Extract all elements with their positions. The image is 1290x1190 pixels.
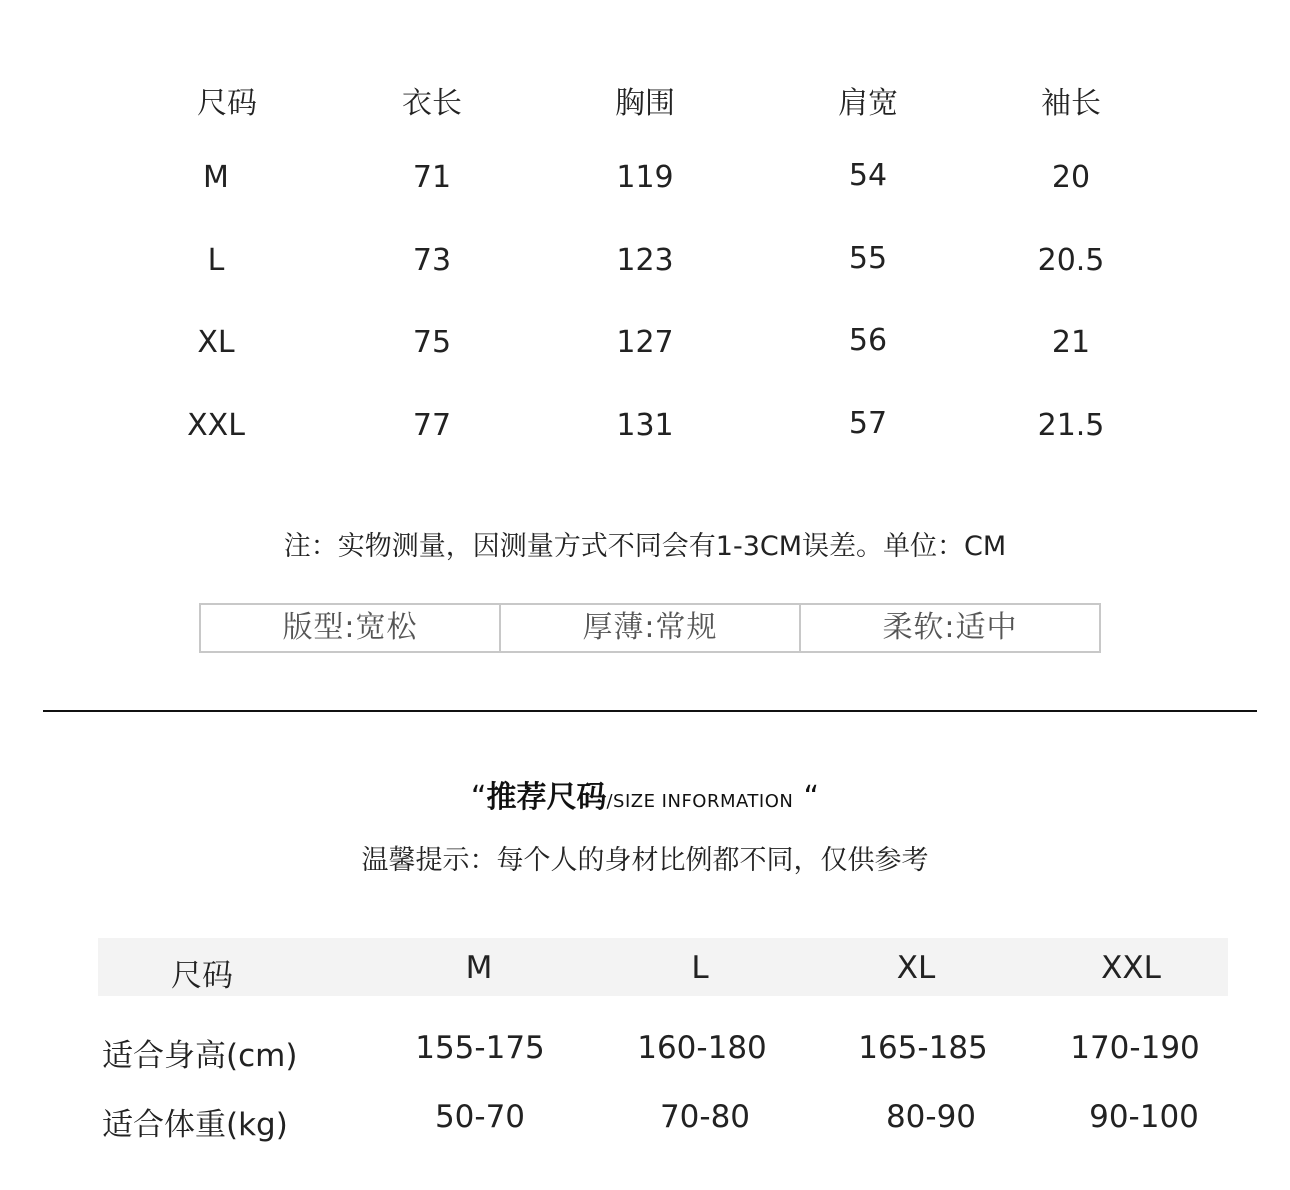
- table-cell: 131: [616, 408, 674, 443]
- table-cell: 119: [616, 160, 674, 195]
- table-cell: XL: [197, 325, 235, 360]
- table-cell: 155-175: [415, 1030, 545, 1066]
- table-cell: 70-80: [659, 1099, 751, 1135]
- table-cell: 165-185: [858, 1030, 988, 1066]
- table-cell: L: [207, 243, 225, 278]
- table-cell: 170-190: [1070, 1030, 1200, 1066]
- table-cell: 71: [412, 160, 452, 195]
- table-cell: 77: [412, 408, 452, 443]
- recommend-header-label: 尺码: [171, 958, 233, 994]
- attribute-fit: 版型:宽松: [282, 610, 418, 645]
- table-cell: XXL: [187, 408, 245, 443]
- table-cell: 75: [412, 325, 452, 360]
- table-cell: 57: [848, 406, 888, 441]
- header-size: 尺码: [197, 86, 257, 121]
- attribute-box: [199, 603, 1101, 653]
- recommend-header-size: XXL: [1101, 950, 1161, 986]
- header-chest: 胸围: [615, 86, 675, 121]
- table-cell: 20.5: [1037, 243, 1105, 278]
- measurement-note: 注：实物测量，因测量方式不同会有1-3CM误差。单位：CM: [283, 531, 1007, 562]
- table-cell: 73: [412, 243, 452, 278]
- recommend-header-size: L: [691, 950, 709, 986]
- recommend-row-label-weight: 适合体重(kg): [102, 1107, 288, 1143]
- recommend-tip: 温馨提示：每个人的身材比例都不同，仅供参考: [361, 845, 929, 876]
- quote-open: “: [470, 780, 487, 815]
- recommend-title: [0, 772, 1290, 816]
- table-cell: 160-180: [637, 1030, 767, 1066]
- table-cell: M: [203, 160, 229, 195]
- attribute-softness: 柔软:适中: [799, 605, 1099, 651]
- quote-close: “: [803, 780, 820, 815]
- table-cell: 20: [1051, 160, 1091, 195]
- recommend-header-size: M: [465, 950, 493, 986]
- table-cell: 55: [848, 241, 888, 276]
- recommend-title-cn: 推荐尺码: [486, 780, 607, 815]
- header-length: 衣长: [402, 86, 462, 121]
- recommend-title-en: /SIZE INFORMATION: [606, 791, 794, 812]
- recommend-row-label-height: 适合身高(cm): [102, 1038, 298, 1074]
- table-cell: 123: [616, 243, 674, 278]
- table-cell: 90-100: [1089, 1099, 1199, 1135]
- table-cell: 21.5: [1037, 408, 1105, 443]
- table-cell: 21: [1051, 325, 1091, 360]
- attribute-thickness: 厚薄:常规: [499, 605, 799, 651]
- table-cell: 80-90: [885, 1099, 977, 1135]
- recommend-header-size: XL: [896, 950, 936, 986]
- header-shoulder: 肩宽: [838, 86, 898, 121]
- table-cell: 54: [848, 158, 888, 193]
- table-cell: 50-70: [434, 1099, 526, 1135]
- table-cell: 56: [848, 323, 888, 358]
- table-cell: 127: [616, 325, 674, 360]
- recommend-header-band: [98, 938, 1228, 996]
- section-divider: [43, 710, 1257, 712]
- header-sleeve: 袖长: [1041, 86, 1101, 121]
